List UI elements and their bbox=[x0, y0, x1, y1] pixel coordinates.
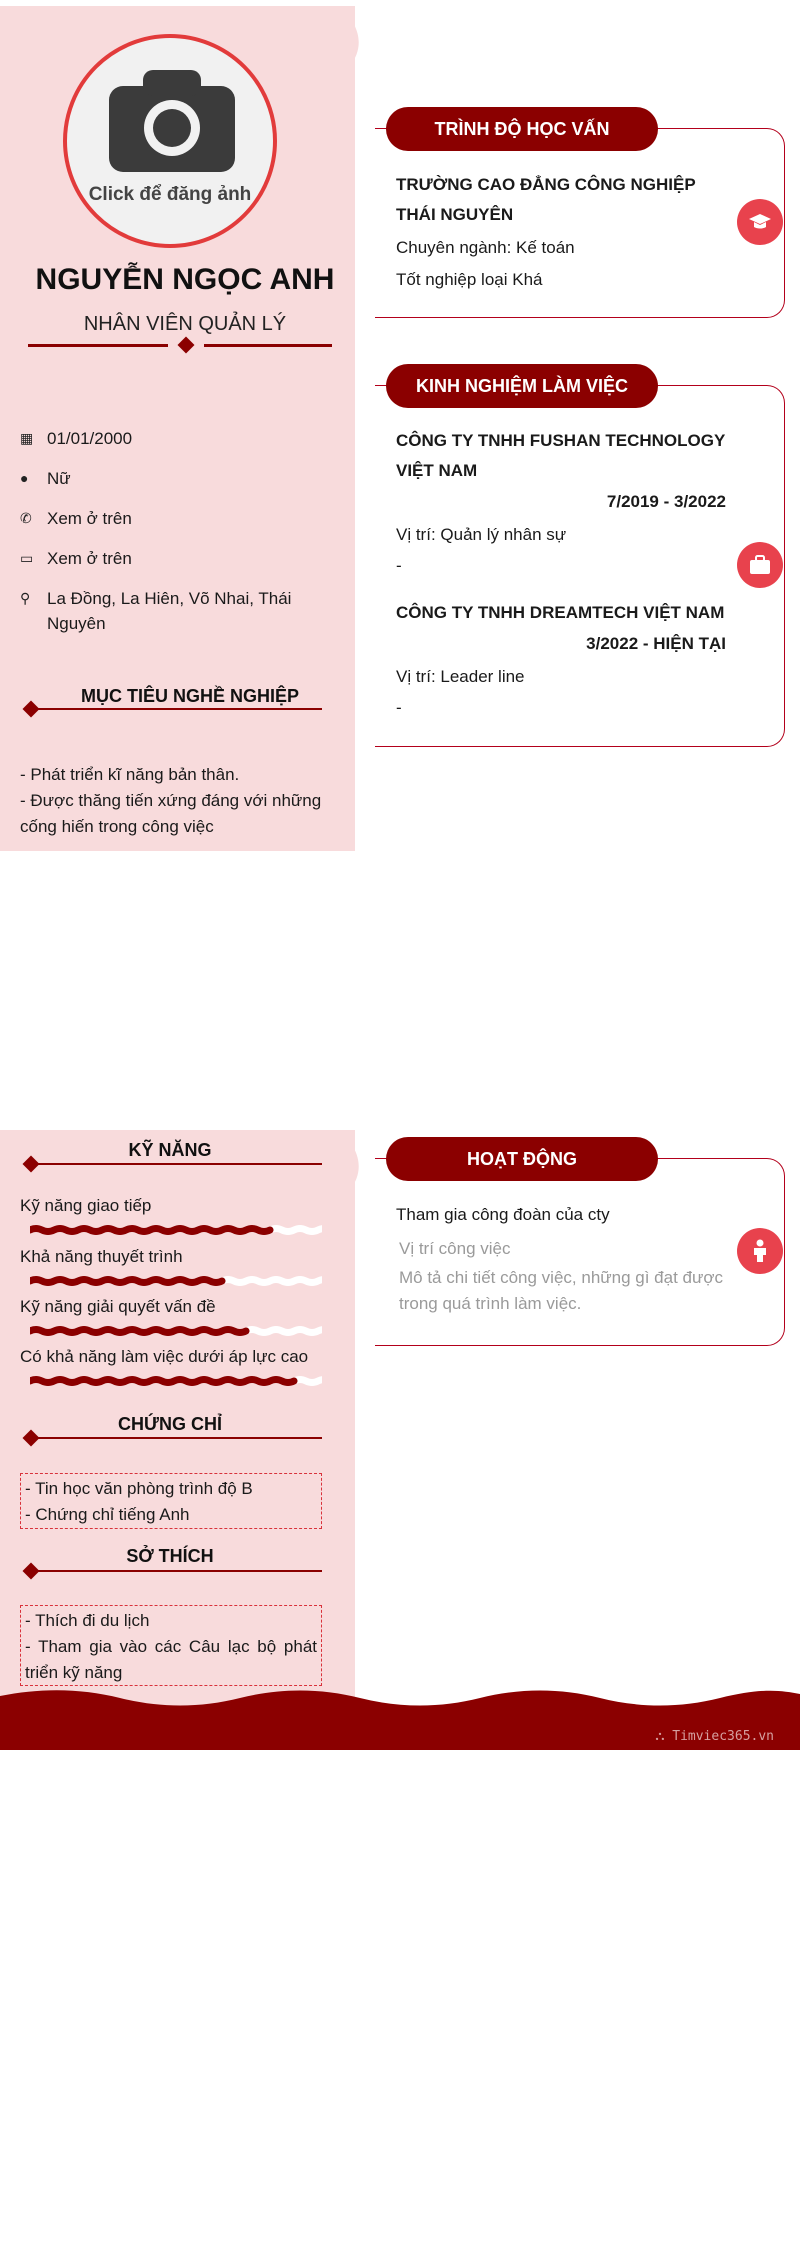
education-title: TRÌNH ĐỘ HỌC VẤN bbox=[386, 107, 658, 151]
camera-icon bbox=[109, 70, 235, 172]
experience-icon-badge bbox=[737, 542, 783, 588]
title-divider-right bbox=[204, 344, 332, 347]
email-value: Xem ở trên bbox=[47, 549, 132, 568]
activity-description-placeholder[interactable]: Mô tả chi tiết công việc, những gì đạt được trong quá trình làm việc. bbox=[399, 1268, 724, 1313]
contact-gender bbox=[20, 466, 340, 491]
skills-title: KỸ NĂNG bbox=[128, 1140, 212, 1160]
education-major: Chuyên ngành: Kế toán bbox=[396, 238, 575, 257]
skill-bar-fill bbox=[30, 1380, 294, 1383]
person-icon bbox=[751, 1239, 769, 1263]
job-2-description: - bbox=[396, 698, 402, 717]
graduation-cap-icon bbox=[748, 212, 772, 232]
skill-bar-fill bbox=[30, 1229, 270, 1232]
activity-position-placeholder[interactable]: Vị trí công việc bbox=[399, 1239, 511, 1258]
calendar-icon: ▦ bbox=[20, 430, 34, 446]
school-name: TRƯỜNG CAO ĐẲNG CÔNG NGHIỆP THÁI NGUYÊN bbox=[396, 175, 696, 224]
hobby-line-1: - Thích đi du lịch bbox=[25, 1611, 150, 1630]
job-1-description: - bbox=[396, 556, 402, 575]
avatar-upload[interactable] bbox=[63, 34, 277, 248]
user-icon: ● bbox=[20, 470, 29, 486]
activity-name: Tham gia công đoàn của cty bbox=[396, 1205, 610, 1224]
address-value: La Đồng, La Hiên, Võ Nhai, Thái Nguyên bbox=[47, 589, 292, 633]
contact-birthdate bbox=[20, 426, 340, 451]
brand-logo-icon: ⛬ bbox=[655, 1729, 673, 1744]
activities-title: HOẠT ĐỘNG bbox=[386, 1137, 658, 1181]
experience-title: KINH NGHIỆM LÀM VIỆC bbox=[386, 364, 658, 408]
contact-address bbox=[20, 586, 340, 636]
hobby-line-2: - Tham gia vào các Câu lạc bộ phát triển kỹ năng bbox=[25, 1637, 317, 1682]
title-divider-left bbox=[28, 344, 168, 347]
skill-bar-fill bbox=[30, 1330, 246, 1333]
footer-brand-text: Timviec365.vn bbox=[672, 1729, 774, 1744]
certificate-line-1: - Tin học văn phòng trình độ B bbox=[25, 1479, 253, 1498]
certificates-divider bbox=[30, 1437, 322, 1439]
activities-icon-badge bbox=[737, 1228, 783, 1274]
job-2-company: CÔNG TY TNHH DREAMTECH VIỆT NAM bbox=[396, 603, 725, 622]
contact-email bbox=[20, 546, 340, 571]
skills-divider bbox=[30, 1163, 322, 1165]
job-title: NHÂN VIÊN QUẢN LÝ bbox=[83, 313, 287, 335]
hobbies-title: SỞ THÍCH bbox=[126, 1546, 214, 1566]
contact-phone bbox=[20, 506, 340, 531]
briefcase-icon bbox=[749, 555, 771, 575]
location-icon: ⚲ bbox=[20, 590, 31, 606]
education-grade: Tốt nghiệp loại Khá bbox=[396, 270, 543, 289]
skill-3-bar bbox=[30, 1325, 322, 1337]
email-icon: ▭ bbox=[20, 550, 34, 566]
education-icon-badge bbox=[737, 199, 783, 245]
objective-line-1: - Phát triển kĩ năng bản thân. bbox=[20, 765, 240, 784]
job-1-position: Vị trí: Quản lý nhân sự bbox=[396, 525, 567, 544]
job-2-period: 3/2022 - HIỆN TẠI bbox=[586, 634, 726, 653]
hobbies-box bbox=[20, 1605, 322, 1686]
certificate-line-2: - Chứng chỉ tiếng Anh bbox=[25, 1505, 190, 1524]
skill-2-name: Khả năng thuyết trình bbox=[20, 1247, 183, 1266]
certificates-box bbox=[20, 1473, 322, 1529]
wavy-edge-2 bbox=[340, 1130, 370, 1710]
footer-brand[interactable] bbox=[655, 1729, 774, 1744]
phone-value: Xem ở trên bbox=[47, 509, 132, 528]
objective-divider bbox=[30, 708, 322, 710]
hobbies-divider bbox=[30, 1570, 322, 1572]
job-1-period: 7/2019 - 3/2022 bbox=[606, 492, 726, 511]
objective-line-2: - Được thăng tiến xứng đáng với những cống hiến trong công việc bbox=[20, 791, 322, 836]
job-2-position: Vị trí: Leader line bbox=[396, 667, 525, 686]
skill-3-name: Kỹ năng giải quyết vấn đề bbox=[20, 1297, 216, 1316]
skill-bar-fill bbox=[30, 1280, 222, 1283]
objective-title: MỤC TIÊU NGHỀ NGHIỆP bbox=[80, 686, 299, 706]
certificates-title: CHỨNG CHỈ bbox=[118, 1414, 222, 1434]
birthdate-value: 01/01/2000 bbox=[47, 429, 133, 448]
skill-1-name: Kỹ năng giao tiếp bbox=[20, 1196, 152, 1215]
skill-4-name: Có khả năng làm việc dưới áp lực cao bbox=[20, 1347, 309, 1366]
skill-1-bar bbox=[30, 1224, 322, 1236]
wavy-edge bbox=[340, 6, 370, 851]
candidate-name: NGUYỄN NGỌC ANH bbox=[35, 263, 335, 296]
skill-2-bar bbox=[30, 1275, 322, 1287]
skill-4-bar bbox=[30, 1375, 322, 1387]
gender-value: Nữ bbox=[47, 469, 71, 488]
phone-icon: ✆ bbox=[20, 510, 32, 526]
photo-upload-label: Click để đăng ảnh bbox=[88, 184, 252, 205]
job-1-company: CÔNG TY TNHH FUSHAN TECHNOLOGY VIỆT NAM bbox=[396, 431, 725, 480]
